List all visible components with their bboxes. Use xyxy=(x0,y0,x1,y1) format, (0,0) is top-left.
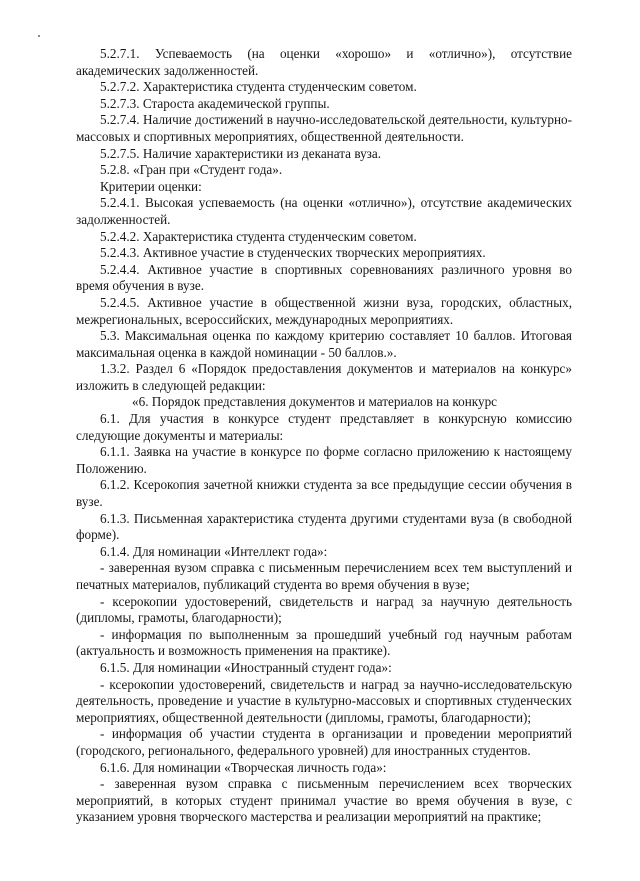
paragraph-6-1-6: 6.1.6. Для номинации «Творческая личность года»: xyxy=(100,759,387,775)
paragraph-5-2-7-3: 5.2.7.3. Староста академической группы. xyxy=(100,95,330,111)
list-item-foreign-1: - ксерокопии удостоверений, свидетельств и наград за научно-исследовательскую деятельность, проведение и участие в культурно-массовых и спортивных студенческих мероприятиях, общественной деятельности (дипломы, грамоты, благодарности); xyxy=(76,676,572,725)
paragraph-5-2-4-2: 5.2.4.2. Характеристика студента студенческим советом. xyxy=(100,228,417,244)
section-6-heading: «6. Порядок представления документов и материалов на конкурс xyxy=(132,394,498,410)
paragraph-5-2-4-5: 5.2.4.5. Активное участие в общественной жизни вуза, городских, областных, межрегиональных, всероссийских, международных мероприятиях. xyxy=(76,294,572,327)
paragraph-5-2-4-1: 5.2.4.1. Высокая успеваемость (на оценки «отлично»), отсутствие академических задолженностей. xyxy=(76,195,572,227)
document-page xyxy=(76,46,572,826)
paragraph-6-1-5: 6.1.5. Для номинации «Иностранный студент года»: xyxy=(100,659,392,675)
list-item-intellect-3: - информация по выполненным за прошедший учебный год научным работам (актуальность и возможность применения на практике). xyxy=(76,626,572,659)
paragraph-6-1-1: 6.1.1. Заявка на участие в конкурсе по форме согласно приложению к настоящему Положению. xyxy=(76,444,572,476)
paragraph-1-3-2: 1.3.2. Раздел 6 «Порядок предоставления документов и материалов на конкурс» изложить в следующей редакции: xyxy=(76,361,572,393)
paragraph-5-2-4-4: 5.2.4.4. Активное участие в спортивных соревнованиях различного уровня во время обучения в вузе. xyxy=(76,261,572,294)
paragraph-6-1: 6.1. Для участия в конкурсе студент представляет в конкурсную комиссию следующие документы и материалы: xyxy=(76,411,572,443)
paragraph-5-2-8: 5.2.8. «Гран при «Студент года». xyxy=(100,162,283,178)
list-item-intellect-1: - заверенная вузом справка с письменным перечислением всех тем выступлений и печатных материалов, публикаций студента во время обучения в вузе; xyxy=(76,560,572,592)
paragraph-5-2-4-3: 5.2.4.3. Активное участие в студенческих творческих мероприятиях. xyxy=(100,245,486,261)
scan-dot xyxy=(38,35,40,37)
paragraph-5-2-7-1: 5.2.7.1. Успеваемость (на оценки «хорошо» и «отлично»), отсутствие академических задолженностей. xyxy=(76,46,572,78)
paragraph-6-1-3: 6.1.3. Письменная характеристика студента другими студентами вуза (в свободной форме). xyxy=(76,510,572,543)
paragraph-6-1-4: 6.1.4. Для номинации «Интеллект года»: xyxy=(100,543,328,559)
list-item-foreign-2: - информация об участии студента в организации и проведении мероприятий (городского, регионального, федерального уровней) для иностранных студентов. xyxy=(76,726,572,758)
paragraph-5-2-7-2: 5.2.7.2. Характеристика студента студенческим советом. xyxy=(100,79,417,95)
paragraph-5-2-7-4: 5.2.7.4. Наличие достижений в научно-исследовательской деятельности, культурно-массовых и спортивных мероприятиях, общественной деятельности. xyxy=(76,112,572,144)
paragraph-5-3: 5.3. Максимальная оценка по каждому критерию составляет 10 баллов. Итоговая максимальная оценка в каждой номинации - 50 баллов.». xyxy=(76,328,572,360)
paragraph-6-1-2: 6.1.2. Ксерокопия зачетной книжки студента за все предыдущие сессии обучения в вузе. xyxy=(76,477,572,510)
list-item-creative-1: - заверенная вузом справка с письменным перечислением всех творческих мероприятий, в которых студент принимал участие во время обучения в вузе, с указанием уровня творческого мастерства и реализации мероприятий на практике; xyxy=(76,776,572,825)
paragraph-criteria-heading: Критерии оценки: xyxy=(100,178,202,194)
list-item-intellect-2: - ксерокопии удостоверений, свидетельств и наград за научную деятельность (дипломы, грамоты, благодарности); xyxy=(76,593,572,626)
paragraph-5-2-7-5: 5.2.7.5. Наличие характеристики из деканата вуза. xyxy=(100,145,382,161)
